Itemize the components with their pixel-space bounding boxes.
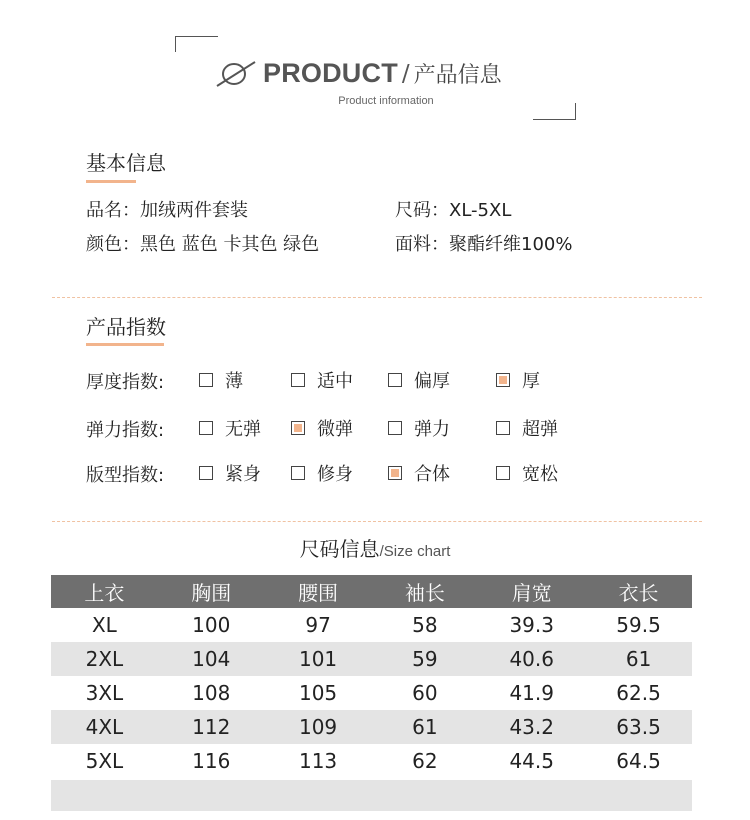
table-cell: 100 xyxy=(158,608,265,642)
header-separator: / xyxy=(401,60,410,87)
table-cell: 61 xyxy=(585,642,692,676)
option-label: 无弹 xyxy=(225,419,261,440)
column-header: 袖长 xyxy=(371,575,478,608)
table-cell: 108 xyxy=(158,676,265,710)
option-slightly-thick[interactable] xyxy=(388,367,450,393)
size-chart-title-cn: 尺码信息 xyxy=(299,537,380,561)
table-row xyxy=(51,642,692,676)
header-subtitle: Product information xyxy=(338,95,434,107)
fit-label: 版型指数: xyxy=(86,465,165,486)
table-cell: 63.5 xyxy=(585,710,692,744)
table-cell: 58 xyxy=(371,608,478,642)
column-header: 腰围 xyxy=(265,575,372,608)
table-cell: 39.3 xyxy=(478,608,585,642)
option-label: 微弹 xyxy=(317,419,353,440)
table-cell: 59.5 xyxy=(585,608,692,642)
table-cell: 43.2 xyxy=(478,710,585,744)
checkbox[interactable] xyxy=(291,373,305,387)
table-cell: 97 xyxy=(265,608,372,642)
option-label: 修身 xyxy=(317,464,353,485)
page-header xyxy=(0,55,750,105)
product-name: 品名：加绒两件套装 xyxy=(86,200,248,221)
option-label: 适中 xyxy=(317,371,353,392)
checkbox-checked[interactable] xyxy=(291,421,305,435)
table-cell: 41.9 xyxy=(478,676,585,710)
table-cell: 5XL xyxy=(51,744,158,778)
checkbox-checked[interactable] xyxy=(496,373,510,387)
table-cell: 2XL xyxy=(51,642,158,676)
column-header: 上衣 xyxy=(51,575,158,608)
column-header: 衣长 xyxy=(585,575,692,608)
option-label: 宽松 xyxy=(522,464,558,485)
thickness-label: 厚度指数: xyxy=(86,372,165,393)
checkbox[interactable] xyxy=(496,466,510,480)
table-cell: 44.5 xyxy=(478,744,585,778)
option-super-stretch[interactable] xyxy=(496,415,558,441)
indices-title: 产品指数 xyxy=(86,315,166,339)
product-colors: 颜色：黑色 蓝色 卡其色 绿色 xyxy=(86,234,320,255)
table-header-row xyxy=(51,575,692,608)
divider-1 xyxy=(52,297,702,298)
checkbox-checked[interactable] xyxy=(388,466,402,480)
basic-info-title: 基本信息 xyxy=(86,151,166,175)
table-cell: 62 xyxy=(371,744,478,778)
column-header: 胸围 xyxy=(158,575,265,608)
table-row xyxy=(51,710,692,744)
option-label: 薄 xyxy=(225,371,243,392)
option-stretch[interactable] xyxy=(388,415,450,441)
product-size: 尺码：XL-5XL xyxy=(395,200,512,221)
basic-info-underline xyxy=(86,180,136,183)
table-footer-band xyxy=(51,780,692,811)
table-row xyxy=(51,744,692,778)
table-cell: 112 xyxy=(158,710,265,744)
header-title-cn: 产品信息 xyxy=(413,63,502,88)
option-label: 弹力 xyxy=(414,419,450,440)
table-cell: 62.5 xyxy=(585,676,692,710)
option-thick[interactable] xyxy=(496,367,540,393)
indices-underline xyxy=(86,343,164,346)
size-chart-title xyxy=(0,533,750,562)
table-cell: 61 xyxy=(371,710,478,744)
product-fabric: 面料：聚酯纤维100% xyxy=(395,234,573,255)
option-regular[interactable] xyxy=(388,460,450,486)
option-loose[interactable] xyxy=(496,460,558,486)
table-cell: 109 xyxy=(265,710,372,744)
divider-2 xyxy=(52,521,702,522)
corner-bracket-top-left xyxy=(175,36,218,52)
elasticity-label: 弹力指数: xyxy=(86,420,165,441)
size-table xyxy=(51,575,692,778)
table-cell: 116 xyxy=(158,744,265,778)
checkbox[interactable] xyxy=(291,466,305,480)
table-cell: 60 xyxy=(371,676,478,710)
table-row xyxy=(51,608,692,642)
option-slight-stretch[interactable] xyxy=(291,415,353,441)
table-cell: 113 xyxy=(265,744,372,778)
option-no-stretch[interactable] xyxy=(199,415,261,441)
option-label: 合体 xyxy=(414,464,450,485)
table-cell: 64.5 xyxy=(585,744,692,778)
table-cell: 104 xyxy=(158,642,265,676)
checkbox[interactable] xyxy=(496,421,510,435)
checkbox[interactable] xyxy=(199,466,213,480)
table-row xyxy=(51,676,692,710)
checkbox[interactable] xyxy=(199,373,213,387)
table-cell: 101 xyxy=(265,642,372,676)
option-label: 偏厚 xyxy=(414,371,450,392)
checkbox[interactable] xyxy=(388,373,402,387)
option-label: 紧身 xyxy=(225,464,261,485)
option-slim[interactable] xyxy=(291,460,353,486)
table-cell: 59 xyxy=(371,642,478,676)
circle-slash-icon xyxy=(215,61,257,87)
table-cell: 4XL xyxy=(51,710,158,744)
option-label: 超弹 xyxy=(522,419,558,440)
option-medium[interactable] xyxy=(291,367,353,393)
option-thin[interactable] xyxy=(199,367,243,393)
table-cell: 105 xyxy=(265,676,372,710)
size-chart-title-en: /Size chart xyxy=(379,543,451,560)
header-title-en: PRODUCT xyxy=(263,58,398,88)
option-tight[interactable] xyxy=(199,460,261,486)
table-cell: XL xyxy=(51,608,158,642)
option-label: 厚 xyxy=(522,371,540,392)
table-cell: 3XL xyxy=(51,676,158,710)
column-header: 肩宽 xyxy=(478,575,585,608)
table-cell: 40.6 xyxy=(478,642,585,676)
checkbox[interactable] xyxy=(388,421,402,435)
checkbox[interactable] xyxy=(199,421,213,435)
